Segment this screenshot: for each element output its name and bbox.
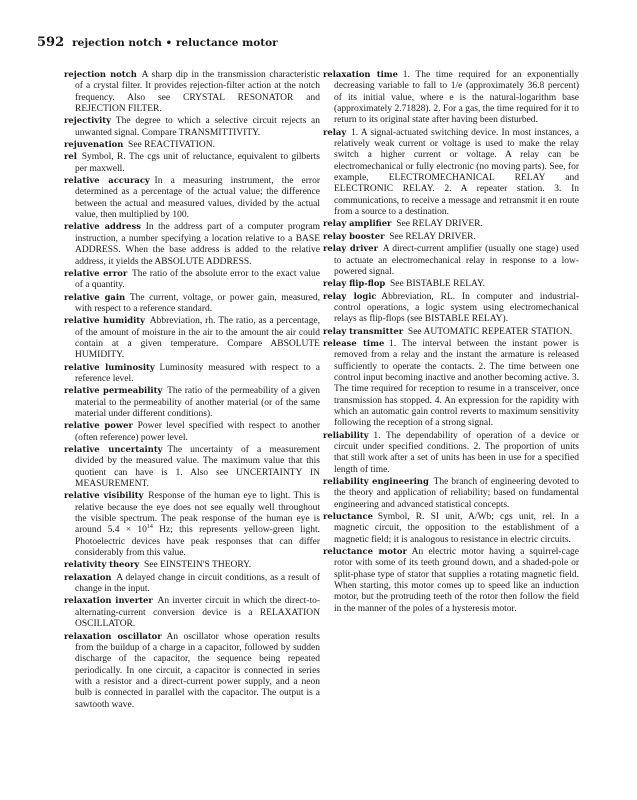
entry-definition: See BISTABLE RELAY. <box>390 279 486 290</box>
entry-relative-address <box>64 221 320 267</box>
entry-term: rel <box>64 151 77 162</box>
entry-definition: An electric motor having a squirrel-cage rotor with some of its teeth ground down, and a shaded-pole or split-phase type of stator that supplies a rotating magnetic field. When starting, this motor comes up to speed like an induction motor, but the protruding teeth of the rotor then follow the field in the manner of the poles of a hysteresis motor. <box>334 547 579 614</box>
entry-term: relay logic <box>323 290 377 301</box>
entry-term: relay transmitter <box>323 325 404 336</box>
entry-term: relay flip-flop <box>323 278 386 289</box>
entry-term: relaxation <box>64 571 112 582</box>
entry-relaxation-inverter <box>64 595 320 630</box>
entry-relay-flip-flop <box>323 278 579 290</box>
entry-term: relative power <box>64 420 133 431</box>
entry-definition: See AUTOMATIC REPEATER STATION. <box>407 326 573 337</box>
entry-relay-transmitter <box>323 326 579 338</box>
entry-term: relative luminosity <box>64 361 155 372</box>
entry-relay-amplifier <box>323 218 579 230</box>
entry-relay <box>323 127 579 219</box>
entry-term: relative humidity <box>64 315 146 326</box>
entry-term: relative error <box>64 267 128 278</box>
entry-definition: The uncertainty of a measurement divided by the measured value. The maximum value that this quotient can have is 1. Also see UNCERTAINTY IN MEASUREMENT. <box>75 445 320 490</box>
entry-term: relaxation oscillator <box>64 630 162 641</box>
entry-relative-luminosity <box>64 362 320 386</box>
entry-term: relative accuracy <box>64 175 150 186</box>
entry-relaxation <box>64 572 320 596</box>
entry-term: relay amplifier <box>323 218 392 229</box>
entry-reliability <box>323 430 579 476</box>
entry-rel <box>64 151 320 175</box>
entry-term: rejuvenation <box>64 139 124 150</box>
entry-definition: Symbol, R. The cgs unit of reluctance, equivalent to gilberts per maxwell. <box>75 152 320 174</box>
entry-term: relative gain <box>64 291 126 302</box>
entry-term: reluctance <box>323 511 373 522</box>
entry-term: relativity theory <box>64 559 140 570</box>
entry-rejection-notch <box>64 69 320 115</box>
entry-definition: The ratio of the permeability of a given material to the permeability of another material (or of the same material under different conditions). <box>75 386 320 419</box>
entry-definition: In the address part of a computer program instruction, a number specifying a location relative to a BASE ADDRESS. When the base address is added to the relative address, it yields the ABSOLUTE ADDRESS. <box>75 222 321 267</box>
entry-definition: 1. The time required for an exponentially decreasing variable to fall to 1/e (approximately 36.8 percent) of its initial value, where e is the natural-logarithm base (approximately 2.71828). 2. For a gas, the time required for it to return to its original state after having been disturbed. <box>334 70 579 126</box>
entry-term: relative uncertainty <box>64 444 163 454</box>
entry-term: reluctance motor <box>323 546 407 557</box>
entry-definition: Luminosity measured with respect to a reference level. <box>75 362 320 384</box>
entry-definition: The ratio of the absolute error to the exact value of a quantity. <box>75 268 320 291</box>
entry-definition: See EINSTEIN'S THEORY. <box>144 560 252 571</box>
page-number: 592 <box>37 35 65 50</box>
entry-term: rejection notch <box>64 69 137 79</box>
entry-definition: 1. A signal-actuated switching device. In most instances, a relatively weak current or voltage is used to make the relay switch a higher current or voltage. A relay can be electromechanical or fully electronic (no moving parts). See, for example, ELECTROMECHANICAL RELAY and ELECTRONIC RELAY. 2. A repeater station. 3. In communications, to receive a message and retransmit it en route from a source to a destination. <box>334 127 579 218</box>
entry-definition: An inverter circuit in which the direct-to-alternating-current conversion device is a RELAXATION OSCILLATOR. <box>75 596 320 630</box>
entry-term: relaxation inverter <box>64 595 153 606</box>
entry-term: relative address <box>64 221 141 232</box>
entry-definition: In a measuring instrument, the error determined as a percentage of the actual value; the difference between the actual and measured values, divided by the actual value, then multiplied by 100. <box>75 176 320 221</box>
entry-definition: An oscillator whose operation results from the buildup of a charge in a capacitor, followed by sudden discharge of the capacitor, the sequence being repeated periodically. In one circuit, a capacitor is connected in series with a resistor and a direct-current power supply, and a neon bulb is connected in parallel with the capacitor. The output is a sawtooth wave. <box>75 631 320 710</box>
running-head: rejection notch • reluctance motor <box>72 37 278 49</box>
entry-relaxation-time <box>323 69 579 127</box>
entry-term: relaxation time <box>323 69 398 79</box>
entry-term: relay driver <box>323 243 378 254</box>
entry-definition: See REACTIVATION. <box>128 140 215 151</box>
entry-term: release time <box>323 337 385 348</box>
entry-relative-accuracy <box>64 175 320 221</box>
entry-relativity-theory <box>64 559 320 571</box>
entry-relative-gain <box>64 292 320 316</box>
entry-reluctance <box>323 511 579 546</box>
entry-definition-cont: Hz; this represents yellow-green light. Photoelectric devices have peak responses that can differ considerably from this value. <box>75 525 320 559</box>
entry-release-time <box>323 338 579 430</box>
entry-rejectivity <box>64 115 320 139</box>
entry-term: relative permeability <box>64 385 163 396</box>
entry-definition: See RELAY DRIVER. <box>396 219 483 230</box>
entry-definition: 1. The dependability of operation of a device or circuit under specified conditions. 2. The proportion of units that still work after a set of units has been in use for a specified length of time. <box>334 430 579 475</box>
entry-term: reliability engineering <box>323 476 429 487</box>
entry-definition: Abbreviation, RL. In computer and industrial-control operations, a logic system using electromechanical relays as flip-flops (see BISTABLE RELAY). <box>334 291 579 325</box>
entry-reluctance-motor <box>323 546 579 615</box>
entry-term: relay booster <box>323 230 385 241</box>
entry-definition: Power level specified with respect to another (often reference) power level. <box>75 421 320 443</box>
entry-definition: A direct-current amplifier (usually one stage) used to actuate an electromechanical relay in response to a low-powered signal. <box>334 244 579 277</box>
entry-definition: The branch of engineering devoted to the theory and application of reliability; based on fundamental engineering and advanced statistical concepts. <box>334 477 579 510</box>
entry-definition: A delayed change in circuit conditions, as a result of change in the input. <box>75 572 320 595</box>
entry-definition: Abbreviation, rh. The ratio, as a percentage, of the amount of moisture in the air to the amount the air could contain at a given temperature. Compare ABSOLUTE HUMIDITY. <box>75 316 320 361</box>
entry-relay-booster <box>323 231 579 243</box>
entry-relaxation-oscillator <box>64 631 320 711</box>
entry-definition: Response of the human eye to light. This is relative because the eye does not see equally well throughout the visible spectrum. The peak response of the human eye is around 5.4 × 10 <box>75 491 320 536</box>
entry-definition: The current, voltage, or power gain, measured, with respect to a reference standard. <box>75 292 320 314</box>
entry-relay-logic <box>323 291 579 326</box>
page-header <box>37 31 278 50</box>
entry-definition: A sharp dip in the transmission characteristic of a crystal filter. It provides rejection-filter action at the notch frequency. Also see CRYSTAL RESONATOR and REJECTION FILTER. <box>75 70 320 115</box>
entry-relative-permeability <box>64 385 320 420</box>
entry-rejuvenation <box>64 139 320 151</box>
entry-relative-power <box>64 420 320 444</box>
entry-definition: Symbol, R. SI unit, A/Wb; cgs unit, rel. In a magnetic circuit, the opposition to the establishment of a magnetic field; it is analogous to resistance in electric circuits. <box>334 512 579 545</box>
entry-relative-error <box>64 268 320 292</box>
exponent: 14 <box>146 524 153 531</box>
entry-term: rejectivity <box>64 115 112 126</box>
entry-definition: The degree to which a selective circuit rejects an unwanted signal. Compare TRANSMITTIVITY. <box>75 116 320 138</box>
entry-term: relative visibility <box>64 490 144 501</box>
entry-definition: See RELAY DRIVER. <box>389 231 476 242</box>
entry-relative-uncertainty <box>64 444 320 490</box>
entry-definition: 1. The interval between the instant power is removed from a relay and the instant the armature is released sufficiently to operate the contacts. 2. The time between one control input becoming inactive and another becoming active. 3. The time required for reception to resume in a transceiver, once transmission has stopped. 4. An expression for the rapidity with which an automatic gain control reverts to maximum sensitivity following the reception of a strong signal. <box>334 338 579 429</box>
entry-term: relay <box>323 126 347 137</box>
entry-relative-visibility <box>64 490 320 559</box>
entry-relay-driver <box>323 243 579 278</box>
entry-reliability-engineering <box>323 476 579 511</box>
right-column <box>323 69 579 615</box>
entry-term: reliability <box>323 429 369 440</box>
left-column <box>64 69 320 711</box>
entry-relative-humidity <box>64 315 320 361</box>
